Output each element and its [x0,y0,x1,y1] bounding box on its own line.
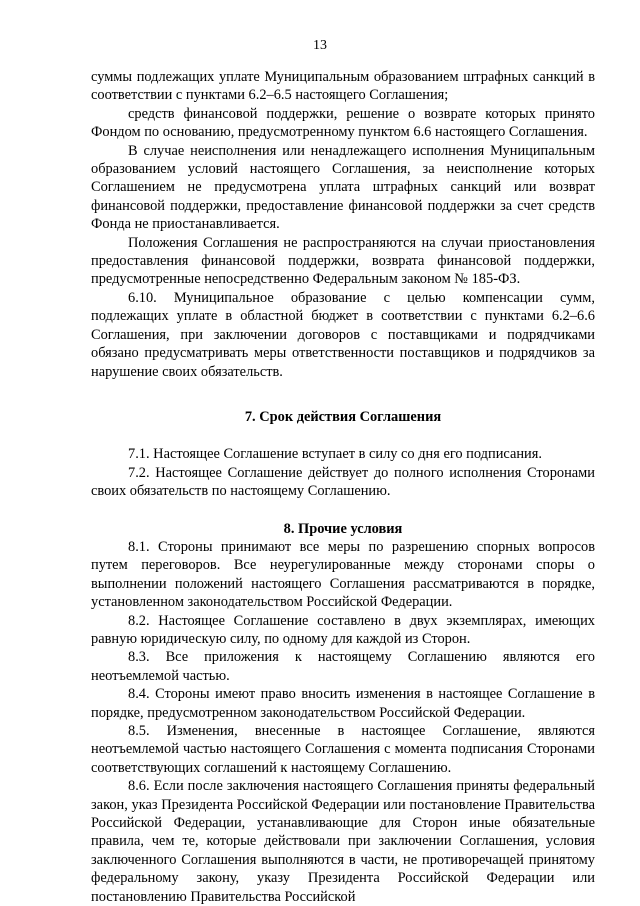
paragraph-6-10: 6.10. Муниципальное образование с целью компенсации сумм, подлежащих уплате в областной бюджет в соответствии с пунктами 6.2–6.6 Соглашения, при заключении договоров с поставщиками и подрядчиками обязано предусматривать меры ответственности поставщиков и подрядчиков за нарушение своих обязательств. [91,289,595,380]
spacer [91,381,595,408]
paragraph-8-6: 8.6. Если после заключения настоящего Соглашения приняты федеральный закон, указ Президента Российской Федерации или постановление Правительства Российской Федерации, устанавливающие для Сторон иные обязательные правила, чем те, которые действовали при заключении Соглашения, условия заключенного Соглашения выполняются в части, не противоречащей принятому федеральному закону, указу Президента Российской Федерации или постановлению Правительства Российской [91,778,595,905]
section-7-heading: 7. Срок действия Соглашения [244,408,442,425]
section-8-heading: 8. Прочие условия [283,520,403,537]
paragraph-penalty-sums: суммы подлежащих уплате Муниципальным образованием штрафных санкций в соответствии с пунктами 6.2–6.5 настоящего Соглашения; [91,69,595,104]
paragraph-8-1: 8.1. Стороны принимают все меры по разрешению спорных вопросов путем переговоров. Все неурегулированные между сторонами споры о выполнении положений настоящего Соглашения рассматриваются в порядке, установленном законодательством Российской Федерации. [91,538,595,611]
paragraph-financial-support-refund: средств финансовой поддержки, решение о возврате которых принято Фондом по основанию, предусмотренному пунктом 6.6 настоящего Соглашения. [91,105,595,141]
page-content [91,68,595,906]
paragraph-8-3: 8.3. Все приложения к настоящему Соглашению являются его неотъемлемой частью. [91,649,595,684]
paragraph-suspension-exceptions: Положения Соглашения не распространяются на случаи приостановления предоставления финансовой поддержки, возврата финансовой поддержки, предусмотренные непосредственно Федеральным законом № 185-ФЗ. [91,234,595,288]
paragraph-non-fulfillment: В случае неисполнения или ненадлежащего исполнения Муниципальным образованием условий настоящего Соглашения, за неисполнение которых Соглашением не предусмотрена уплата штрафных санкций или возврат финансовой поддержки, предоставление финансовой поддержки за счет средств Фонда не приостанавливается. [91,142,595,233]
page-number: 13 [313,38,327,53]
paragraph-7-2: 7.2. Настоящее Соглашение действует до полного исполнения Сторонами своих обязательств по настоящему Соглашению. [91,464,595,500]
spacer [91,426,595,445]
paragraph-7-1: 7.1. Настоящее Соглашение вступает в силу со дня его подписания. [128,446,542,463]
paragraph-8-4: 8.4. Стороны имеют право вносить изменения в настоящее Соглашение в порядке, предусмотренном законодательством Российской Федерации. [91,686,595,721]
spacer [91,501,595,520]
paragraph-8-5: 8.5. Изменения, внесенные в настоящее Соглашение, являются неотъемлемой частью настоящего Соглашения с момента подписания Сторонами соответствующих соглашений к настоящему Соглашению. [91,723,595,776]
paragraph-8-2: 8.2. Настоящее Соглашение составлено в двух экземплярах, имеющих равную юридическую силу, по одному для каждой из Сторон. [91,612,595,647]
